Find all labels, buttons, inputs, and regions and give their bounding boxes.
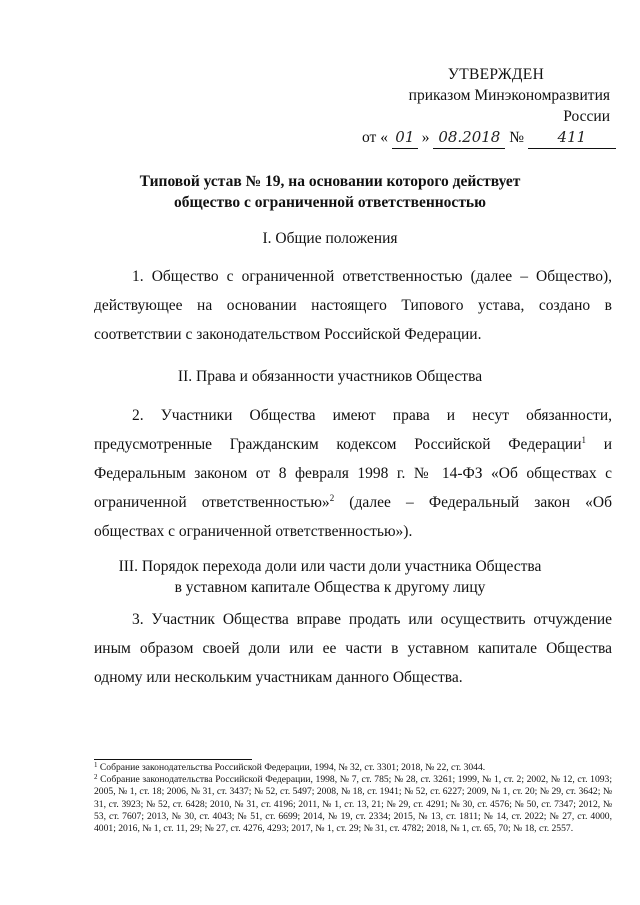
paragraph-2 [94,401,612,546]
footnote-ref-1[interactable]: 1 [581,435,586,445]
footnote-separator [94,759,252,760]
document-title-line: Типовой устав № 19, на основании которого действует [139,173,521,190]
footnote-2 [94,774,612,835]
footnote-text: Собрание законодательства Российской Федерации, 1998, № 7, ст. 785; № 28, ст. 3261; 1999, № 1, ст. 2; 2002, № 12, ст. 1093; 2005, № 1, ст. 18; 2006, № 31, ст. 3437; № 52, ст. 5497; 2008, № 18, ст. 1941; № 52, ст. 6227; 2009, № 1, ст. 20; № 29, ст. 3642; № 31, ст. 3923; № 52, ст. 6428; 2010, № 31, ст. 4196; 2011, № 1, ст. 13, 21; № 29, ст. 4291; № 30, ст. 4576; № 50, ст. 7347; 2012, № 53, ст. 7607; 2013, № 30, ст. 4043; № 51, ст. 6699; 2014, № 19, ст. 2334; 2015, № 13, ст. 1811; № 14, ст. 2022; № 27, ст. 4000, 4001; 2016, № 1, ст. 11, 29; № 27, ст. 4276, 4293; 2017, № 1, ст. 29; № 31, ст. 4782; 2018, № 1, ст. 65, 70; № 18, ст. 2557. [94,774,612,835]
approval-quote-close: » [421,129,430,146]
approval-block [360,64,610,149]
paragraph-3 [94,605,612,692]
paragraph-text: (далее – Федеральный закон «Об обществах с ограниченной ответственностью»). [94,494,612,540]
approval-day-handwritten: 01 [392,127,418,149]
approval-from-label: от « [362,129,388,146]
document-title-line: общество с ограниченной ответственностью [174,194,486,211]
approval-order-line: приказом Минэкономразвития России [408,87,610,125]
section-heading-2 [60,366,600,387]
paragraph-text: 1. Общество с ограниченной ответственностью (далее – Общество), действующее на основании настоящего Типового устава, создано в соответствии с законодательством Российской Федерации. [94,268,612,343]
paragraph-text: 3. Участник Общества вправе продать или осуществить отчуждение иным образом своей доли или ее части в уставном капитале Общества одному или нескольким участникам данного Общества. [94,611,612,686]
section-heading-line: в уставном капитале Общества к другому лицу [174,579,486,596]
section-heading-line: II. Права и обязанности участников Общества [177,368,483,385]
footnote-mark: 2 [94,773,98,782]
footnote-1 [94,762,612,774]
approval-number-label: № [509,129,524,146]
approval-number-handwritten: 411 [528,127,616,149]
footnote-text: Собрание законодательства Российской Федерации, 1994, № 32, ст. 3301; 2018, № 22, ст. 3044. [97,762,486,773]
section-heading-1 [60,228,600,249]
footnotes [94,762,612,835]
section-heading-3 [60,556,600,598]
approval-date-handwritten: 08.2018 [433,127,505,149]
paragraph-1 [94,262,612,349]
document-title [60,171,600,213]
footnote-ref-2[interactable]: 2 [329,493,335,503]
approval-date-line [362,127,610,149]
paragraph-text: и Федеральным законом от 8 февраля 1998 г. № 14-ФЗ «Об обществах с ограниченной ответственностью» [94,436,613,511]
section-heading-line: I. Общие положения [262,230,398,247]
footnote-mark: 1 [94,761,98,769]
section-heading-line: III. Порядок перехода доли или части доли участника Общества [118,558,542,575]
paragraph-text: 2. Участники Общества имеют права и несут обязанности, предусмотренные Гражданским кодексом Российской Федерации [94,407,612,453]
approval-title: УТВЕРЖДЕН [447,66,545,83]
